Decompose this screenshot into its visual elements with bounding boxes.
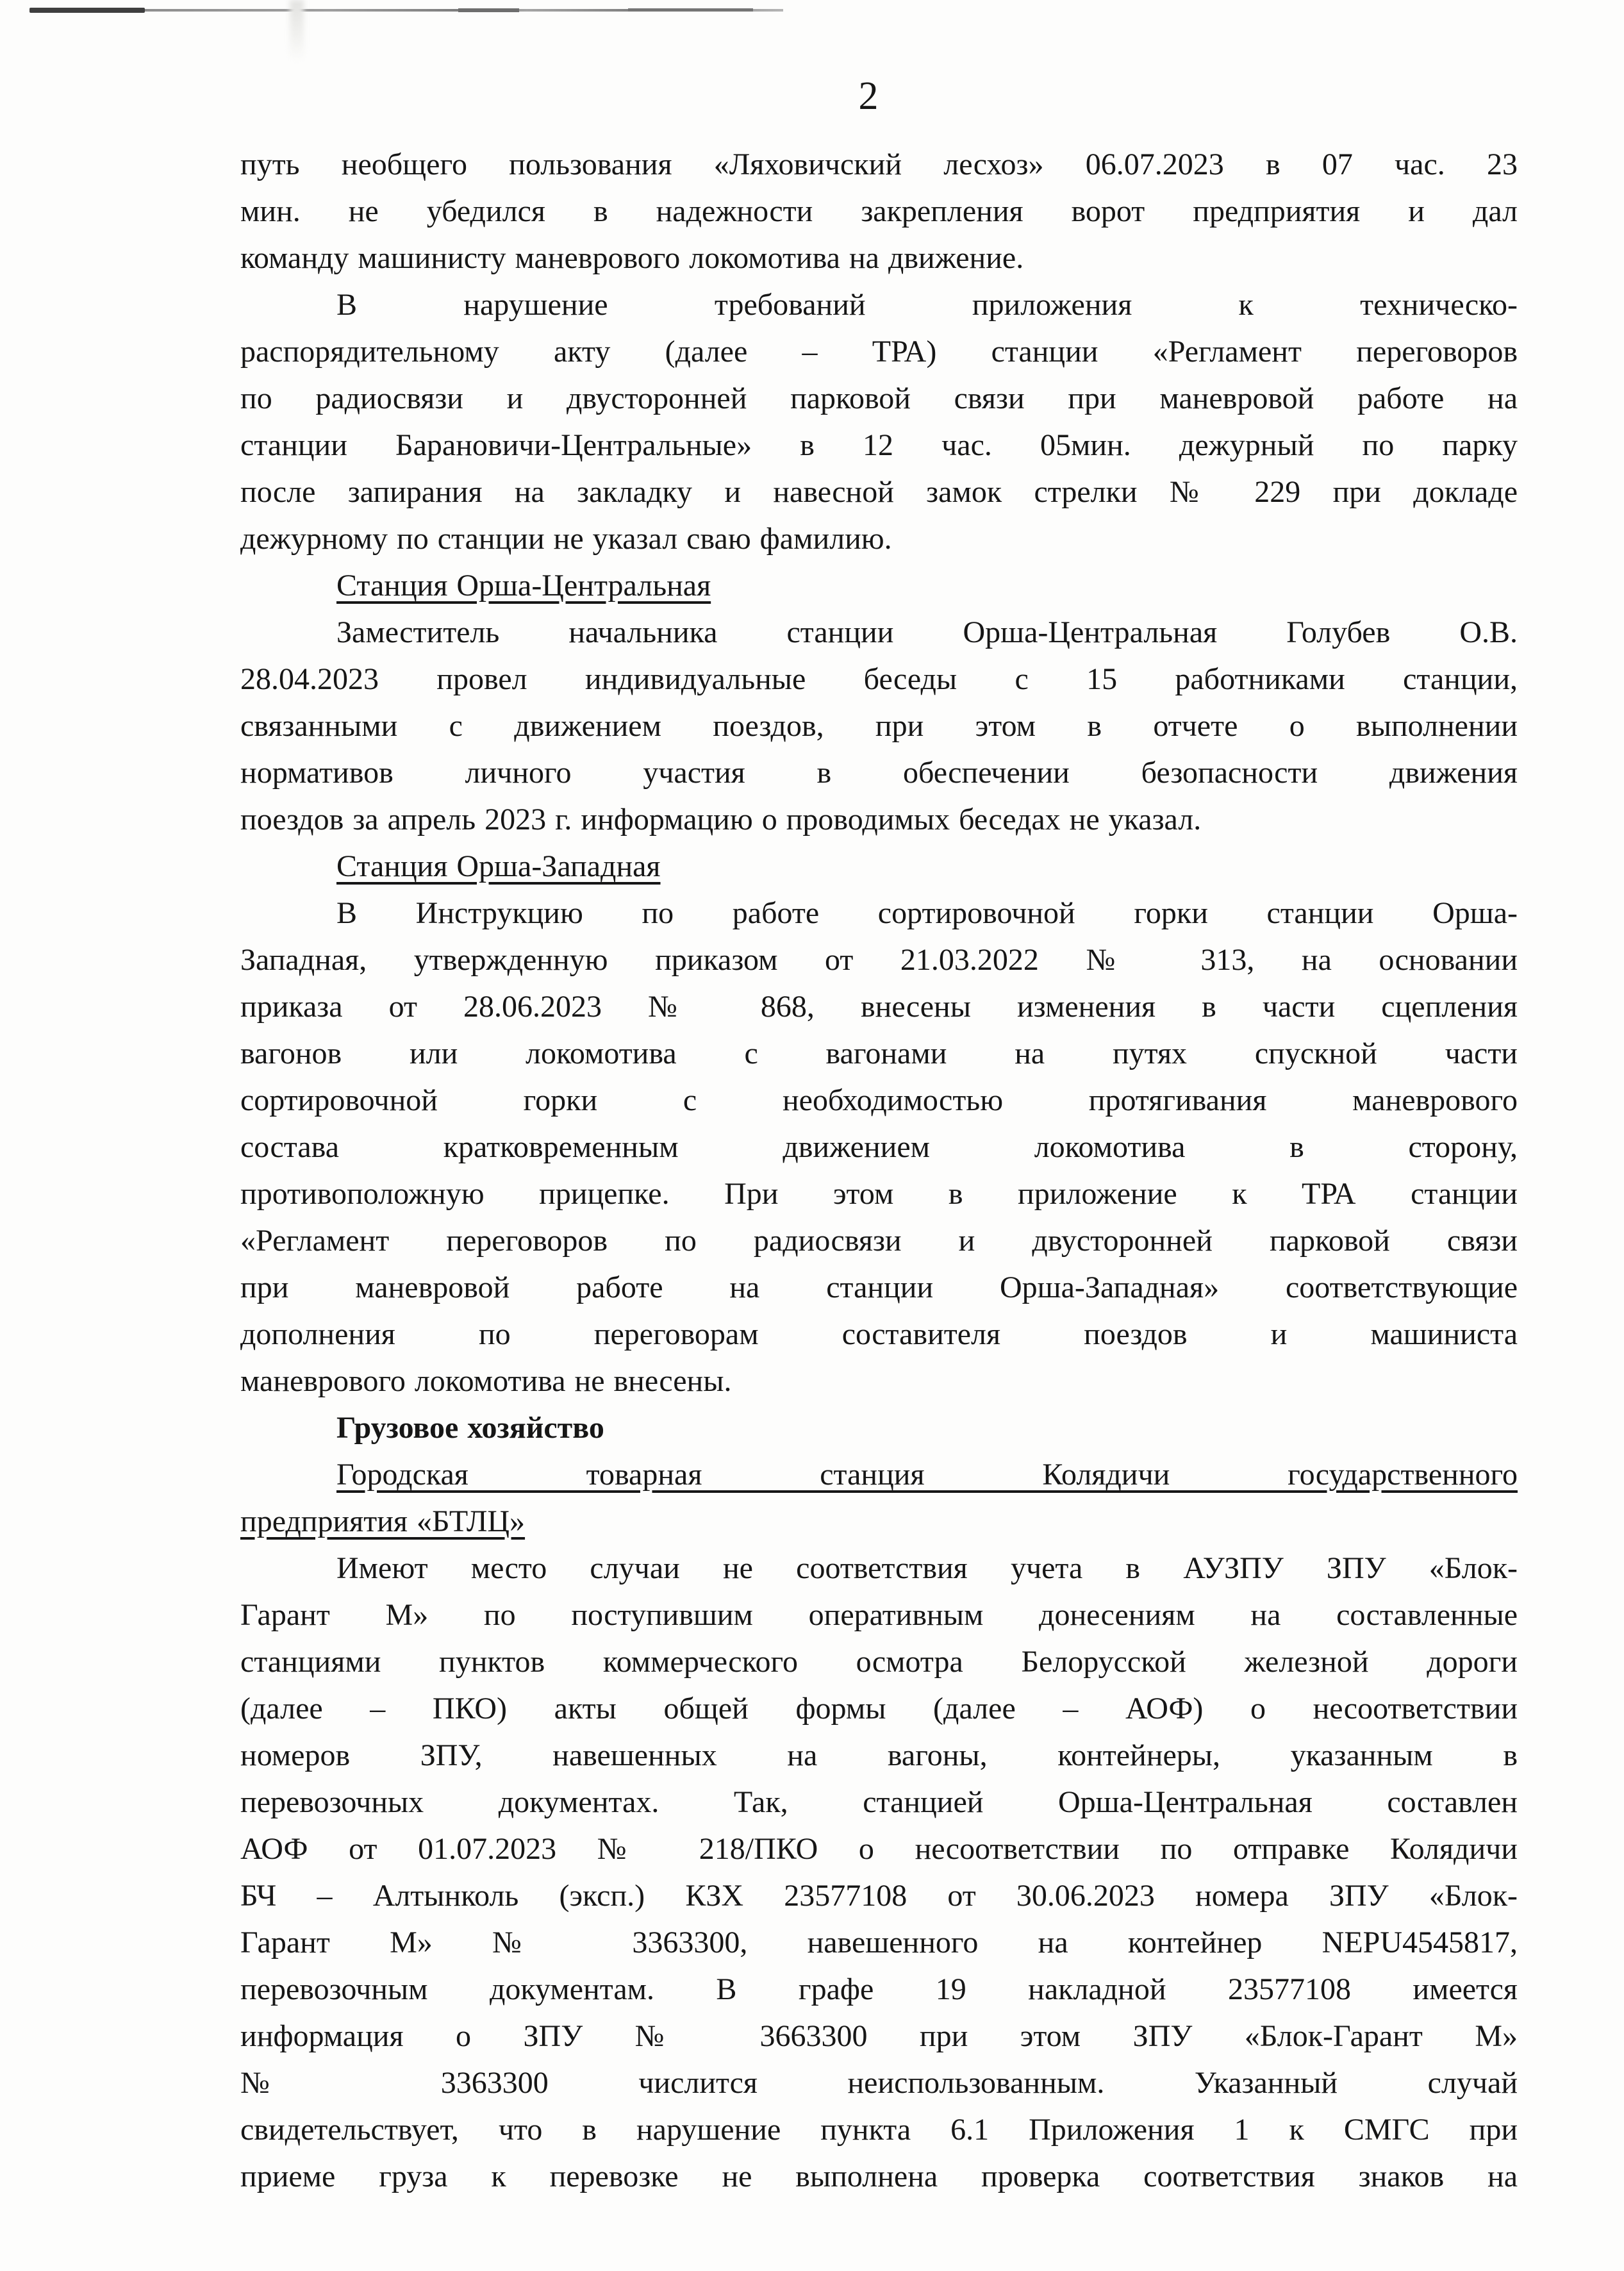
text-line: «Регламент переговоров по радиосвязи и двусторонней парковой связи bbox=[240, 1224, 1518, 1258]
text-line: информация о ЗПУ № 3663300 при этом ЗПУ «Блок-Гарант М» bbox=[240, 2019, 1518, 2053]
text-line: Гарант М» по поступившим оперативным донесениям на составленные bbox=[240, 1598, 1518, 1632]
text-line: станциями пунктов коммерческого осмотра Белорусской железной дороги bbox=[240, 1645, 1518, 1679]
paragraph bbox=[240, 609, 1518, 843]
text-line: Имеют место случаи не соответствия учета в АУЗПУ ЗПУ «Блок- bbox=[336, 1551, 1518, 1585]
text-line: мин. не убедился в надежности закрепления ворот предприятия и дал bbox=[240, 194, 1518, 228]
text-line: Станция Орша-Западная bbox=[336, 849, 661, 883]
scan-artifact-line-dark-cap bbox=[29, 8, 145, 13]
text-line: связанными с движением поездов, при этом в отчете о выполнении bbox=[240, 709, 1518, 743]
section-heading-bold bbox=[240, 1404, 1518, 1451]
section-heading bbox=[240, 1451, 1518, 1545]
text-line: распорядительному акту (далее – ТРА) станции «Регламент переговоров bbox=[240, 335, 1518, 369]
text-line: дополнения по переговорам составителя поездов и машиниста bbox=[240, 1317, 1518, 1351]
text-line: дежурному по станции не указал сваю фамилию. bbox=[240, 522, 892, 556]
paragraph bbox=[240, 141, 1518, 281]
text-line: № 3363300 числится неиспользованным. Указанный случай bbox=[240, 2066, 1518, 2100]
scan-artifact-line-mid bbox=[458, 8, 519, 12]
text-line: Западная, утвержденную приказом от 21.03.2022 № 313, на основании bbox=[240, 943, 1518, 977]
text-line: станции Барановичи-Центральные» в 12 час. 05мин. дежурный по парку bbox=[240, 428, 1518, 462]
text-line: свидетельствует, что в нарушение пункта 6.1 Приложения 1 к СМГС при bbox=[240, 2113, 1518, 2147]
text-line: предприятия «БТЛЦ» bbox=[240, 1504, 526, 1538]
text-line: команду машинисту маневрового локомотива на движение. bbox=[240, 241, 1024, 275]
paragraph bbox=[240, 1545, 1518, 2200]
scan-artifact-line-right bbox=[628, 8, 753, 12]
text-line: номеров ЗПУ, навешенных на вагоны, контейнеры, указанным в bbox=[240, 1738, 1518, 1772]
text-line: 28.04.2023 провел индивидуальные беседы с 15 работниками станции, bbox=[240, 662, 1518, 696]
text-line: В нарушение требований приложения к техническо- bbox=[336, 288, 1518, 322]
text-line: поездов за апрель 2023 г. информацию о проводимых беседах не указал. bbox=[240, 803, 1202, 836]
section-heading bbox=[240, 843, 1518, 890]
text-line: Городская товарная станция Колядичи государственного bbox=[336, 1458, 1518, 1492]
text-line: приеме груза к перевозке не выполнена проверка соответствия знаков на bbox=[240, 2159, 1518, 2193]
text-line: сортировочной горки с необходимостью протягивания маневрового bbox=[240, 1083, 1518, 1117]
text-line: вагонов или локомотива с вагонами на путях спускной части bbox=[240, 1036, 1518, 1070]
text-line: (далее – ПКО) акты общей формы (далее – АОФ) о несоответствии bbox=[240, 1692, 1518, 1726]
page-number-value: 2 bbox=[858, 74, 879, 118]
text-line: приказа от 28.06.2023 № 868, внесены изменения в части сцепления bbox=[240, 990, 1518, 1024]
text-line: АОФ от 01.07.2023 № 218/ПКО о несоответствии по отправке Колядичи bbox=[240, 1832, 1518, 1866]
text-line: Грузовое хозяйство bbox=[336, 1411, 604, 1445]
scan-smudge bbox=[290, 0, 304, 61]
text-line: противоположную прицепке. При этом в приложение к ТРА станции bbox=[240, 1177, 1518, 1211]
section-heading bbox=[240, 562, 1518, 609]
paragraph bbox=[240, 281, 1518, 562]
paragraph bbox=[240, 890, 1518, 1404]
text-line: нормативов личного участия в обеспечении безопасности движения bbox=[240, 756, 1518, 790]
text-line: по радиосвязи и двусторонней парковой связи при маневровой работе на bbox=[240, 381, 1518, 415]
page-number bbox=[0, 72, 1624, 121]
text-line: путь необщего пользования «Ляховичский лесхоз» 06.07.2023 в 07 час. 23 bbox=[240, 147, 1518, 181]
text-line: перевозочных документах. Так, станцией Орша-Центральная составлен bbox=[240, 1785, 1518, 1819]
text-line: состава кратковременным движением локомотива в сторону, bbox=[240, 1130, 1518, 1164]
text-line: БЧ – Алтынколь (эксп.) КЗХ 23577108 от 30.06.2023 номера ЗПУ «Блок- bbox=[240, 1879, 1518, 1913]
text-line: Станция Орша-Центральная bbox=[336, 569, 711, 603]
text-line: при маневровой работе на станции Орша-Западная» соответствующие bbox=[240, 1270, 1518, 1304]
text-line: маневрового локомотива не внесены. bbox=[240, 1364, 732, 1398]
text-line: после запирания на закладку и навесной замок стрелки № 229 при докладе bbox=[240, 475, 1518, 509]
document-body bbox=[240, 141, 1518, 2200]
text-line: Заместитель начальника станции Орша-Центральная Голубев О.В. bbox=[336, 615, 1518, 649]
text-line: В Инструкцию по работе сортировочной горки станции Орша- bbox=[336, 896, 1518, 930]
text-line: перевозочным документам. В графе 19 накладной 23577108 имеется bbox=[240, 1972, 1518, 2006]
text-line: Гарант М» № 3363300, навешенного на контейнер NEPU4545817, bbox=[240, 1926, 1518, 1959]
